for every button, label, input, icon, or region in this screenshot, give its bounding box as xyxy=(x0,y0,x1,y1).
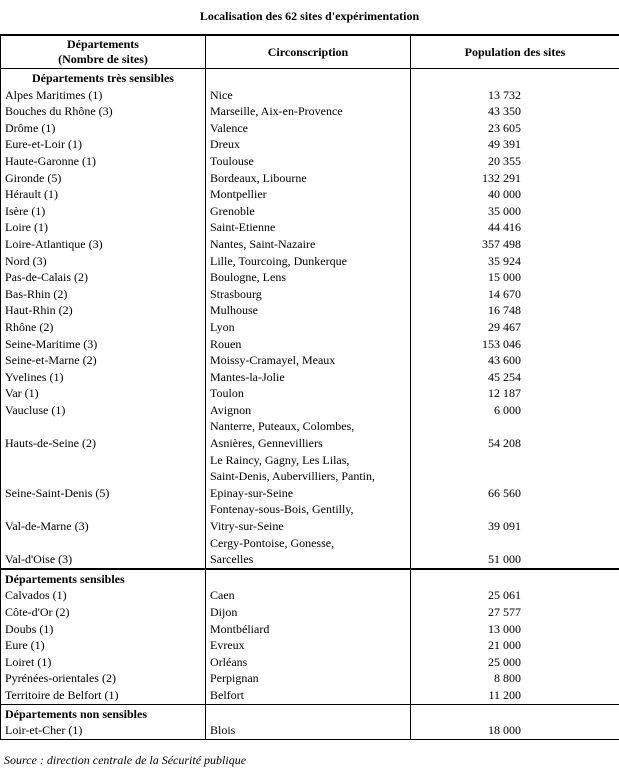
empty-cell xyxy=(411,569,619,588)
sites-table xyxy=(0,34,619,740)
section-label: Départements non sensibles xyxy=(1,704,206,722)
departement-cell: Bas-Rhin (2) xyxy=(1,286,206,303)
table-row xyxy=(1,87,619,104)
population-cell: 16 748 xyxy=(411,302,619,319)
circonscription-cell: Valence xyxy=(206,120,411,137)
section-header-row xyxy=(1,69,619,87)
table-row xyxy=(1,120,619,137)
departement-cell: Seine-Saint-Denis (5) xyxy=(1,452,206,502)
population-cell: 21 000 xyxy=(411,637,619,654)
departement-cell: Val-d'Oise (3) xyxy=(1,535,206,569)
table-row xyxy=(1,654,619,671)
table-row xyxy=(1,103,619,120)
population-cell: 35 924 xyxy=(411,253,619,270)
departement-cell: Seine-et-Marne (2) xyxy=(1,352,206,369)
population-cell: 35 000 xyxy=(411,203,619,220)
table-row xyxy=(1,621,619,638)
circonscription-cell: Strasbourg xyxy=(206,286,411,303)
departement-cell: Haut-Rhin (2) xyxy=(1,302,206,319)
table-row xyxy=(1,136,619,153)
circonscription-cell: Le Raincy, Gagny, Les Lilas, Saint-Denis, Aubervilliers, Pantin, Epinay-sur-Seine xyxy=(206,452,411,502)
empty-cell xyxy=(411,69,619,87)
table-row xyxy=(1,452,619,502)
header-population: Population des sites xyxy=(411,35,619,69)
circonscription-cell: Rouen xyxy=(206,336,411,353)
circonscription-cell: Nanterre, Puteaux, Colombes, Asnières, Gennevilliers xyxy=(206,418,411,451)
population-cell: 13 732 xyxy=(411,87,619,104)
departement-cell: Alpes Maritimes (1) xyxy=(1,87,206,104)
departement-cell: Gironde (5) xyxy=(1,170,206,187)
departement-cell: Var (1) xyxy=(1,385,206,402)
circonscription-cell: Toulon xyxy=(206,385,411,402)
table-row xyxy=(1,385,619,402)
header-circonscription: Circonscription xyxy=(206,35,411,69)
table-body xyxy=(1,69,619,740)
circonscription-cell: Dreux xyxy=(206,136,411,153)
departement-cell: Nord (3) xyxy=(1,253,206,270)
table-row xyxy=(1,670,619,687)
population-cell: 40 000 xyxy=(411,186,619,203)
departement-cell: Pas-de-Calais (2) xyxy=(1,269,206,286)
population-cell: 25 061 xyxy=(411,587,619,604)
population-cell: 18 000 xyxy=(411,722,619,739)
departement-cell: Loire (1) xyxy=(1,219,206,236)
population-cell: 20 355 xyxy=(411,153,619,170)
circonscription-cell: Mulhouse xyxy=(206,302,411,319)
departement-cell: Drôme (1) xyxy=(1,120,206,137)
circonscription-cell: Belfort xyxy=(206,687,411,704)
table-title: Localisation des 62 sites d'expérimentation xyxy=(199,9,420,23)
circonscription-cell: Lyon xyxy=(206,319,411,336)
departement-cell: Val-de-Marne (3) xyxy=(1,501,206,534)
departement-cell: Yvelines (1) xyxy=(1,369,206,386)
table-row xyxy=(1,286,619,303)
population-cell: 11 200 xyxy=(411,687,619,704)
table-row xyxy=(1,722,619,739)
table-row xyxy=(1,170,619,187)
departement-cell: Pyrénées-orientales (2) xyxy=(1,670,206,687)
empty-cell xyxy=(206,569,411,588)
circonscription-cell: Lille, Tourcoing, Dunkerque xyxy=(206,253,411,270)
population-cell: 29 467 xyxy=(411,319,619,336)
circonscription-cell: Grenoble xyxy=(206,203,411,220)
section-label: Départements sensibles xyxy=(1,569,206,588)
table-row xyxy=(1,336,619,353)
circonscription-cell: Moissy-Cramayel, Meaux xyxy=(206,352,411,369)
population-cell: 44 416 xyxy=(411,219,619,236)
population-cell: 39 091 xyxy=(411,501,619,534)
source-note: Source : direction centrale de la Sécurité publique xyxy=(4,753,247,767)
table-row xyxy=(1,535,619,569)
population-cell: 8 800 xyxy=(411,670,619,687)
departement-cell: Hérault (1) xyxy=(1,186,206,203)
population-cell: 13 000 xyxy=(411,621,619,638)
circonscription-cell: Bordeaux, Libourne xyxy=(206,170,411,187)
empty-cell xyxy=(206,704,411,722)
departement-cell: Eure (1) xyxy=(1,637,206,654)
population-cell: 54 208 xyxy=(411,418,619,451)
table-row xyxy=(1,604,619,621)
departement-cell: Rhône (2) xyxy=(1,319,206,336)
circonscription-cell: Caen xyxy=(206,587,411,604)
population-cell: 45 254 xyxy=(411,369,619,386)
circonscription-cell: Montbéliard xyxy=(206,621,411,638)
population-cell: 27 577 xyxy=(411,604,619,621)
departement-cell: Côte-d'Or (2) xyxy=(1,604,206,621)
population-cell: 49 391 xyxy=(411,136,619,153)
table-row xyxy=(1,402,619,419)
table-row xyxy=(1,687,619,704)
table-row xyxy=(1,369,619,386)
table-row xyxy=(1,253,619,270)
table-row xyxy=(1,203,619,220)
table-row xyxy=(1,153,619,170)
departement-cell: Vaucluse (1) xyxy=(1,402,206,419)
departement-cell: Isère (1) xyxy=(1,203,206,220)
population-cell: 12 187 xyxy=(411,385,619,402)
table-row xyxy=(1,302,619,319)
empty-cell xyxy=(206,69,411,87)
circonscription-cell: Saint-Etienne xyxy=(206,219,411,236)
population-cell: 23 605 xyxy=(411,120,619,137)
circonscription-cell: Boulogne, Lens xyxy=(206,269,411,286)
table-row xyxy=(1,186,619,203)
circonscription-cell: Nice xyxy=(206,87,411,104)
circonscription-cell: Cergy-Pontoise, Gonesse, Sarcelles xyxy=(206,535,411,569)
departement-cell: Calvados (1) xyxy=(1,587,206,604)
circonscription-cell: Mantes-la-Jolie xyxy=(206,369,411,386)
circonscription-cell: Dijon xyxy=(206,604,411,621)
table-row xyxy=(1,418,619,451)
circonscription-cell: Marseille, Aix-en-Provence xyxy=(206,103,411,120)
departement-cell: Loire-Atlantique (3) xyxy=(1,236,206,253)
population-cell: 153 046 xyxy=(411,336,619,353)
header-departements: Départements (Nombre de sites) xyxy=(1,35,206,69)
section-header-row xyxy=(1,569,619,588)
departement-cell: Doubs (1) xyxy=(1,621,206,638)
table-row xyxy=(1,501,619,534)
table-row xyxy=(1,587,619,604)
departement-cell: Eure-et-Loir (1) xyxy=(1,136,206,153)
circonscription-cell: Blois xyxy=(206,722,411,739)
section-header-row xyxy=(1,704,619,722)
table-row xyxy=(1,269,619,286)
circonscription-cell: Nantes, Saint-Nazaire xyxy=(206,236,411,253)
circonscription-cell: Evreux xyxy=(206,637,411,654)
circonscription-cell: Perpignan xyxy=(206,670,411,687)
empty-cell xyxy=(411,704,619,722)
circonscription-cell: Toulouse xyxy=(206,153,411,170)
population-cell: 357 498 xyxy=(411,236,619,253)
population-cell: 15 000 xyxy=(411,269,619,286)
population-cell: 51 000 xyxy=(411,535,619,569)
circonscription-cell: Fontenay-sous-Bois, Gentilly, Vitry-sur-Seine xyxy=(206,501,411,534)
population-cell: 132 291 xyxy=(411,170,619,187)
departement-cell: Seine-Maritime (3) xyxy=(1,336,206,353)
table-row xyxy=(1,319,619,336)
population-cell: 43 350 xyxy=(411,103,619,120)
departement-cell: Bouches du Rhône (3) xyxy=(1,103,206,120)
table-row xyxy=(1,637,619,654)
table-row xyxy=(1,236,619,253)
departement-cell: Territoire de Belfort (1) xyxy=(1,687,206,704)
population-cell: 43 600 xyxy=(411,352,619,369)
table-row xyxy=(1,352,619,369)
population-cell: 14 670 xyxy=(411,286,619,303)
departement-cell: Haute-Garonne (1) xyxy=(1,153,206,170)
departement-cell: Loiret (1) xyxy=(1,654,206,671)
circonscription-cell: Montpellier xyxy=(206,186,411,203)
section-label: Départements très sensibles xyxy=(1,69,206,87)
population-cell: 66 560 xyxy=(411,452,619,502)
population-cell: 6 000 xyxy=(411,402,619,419)
population-cell: 25 000 xyxy=(411,654,619,671)
departement-cell: Hauts-de-Seine (2) xyxy=(1,418,206,451)
circonscription-cell: Orléans xyxy=(206,654,411,671)
table-row xyxy=(1,219,619,236)
departement-cell: Loir-et-Cher (1) xyxy=(1,722,206,739)
header-row xyxy=(1,35,619,69)
circonscription-cell: Avignon xyxy=(206,402,411,419)
